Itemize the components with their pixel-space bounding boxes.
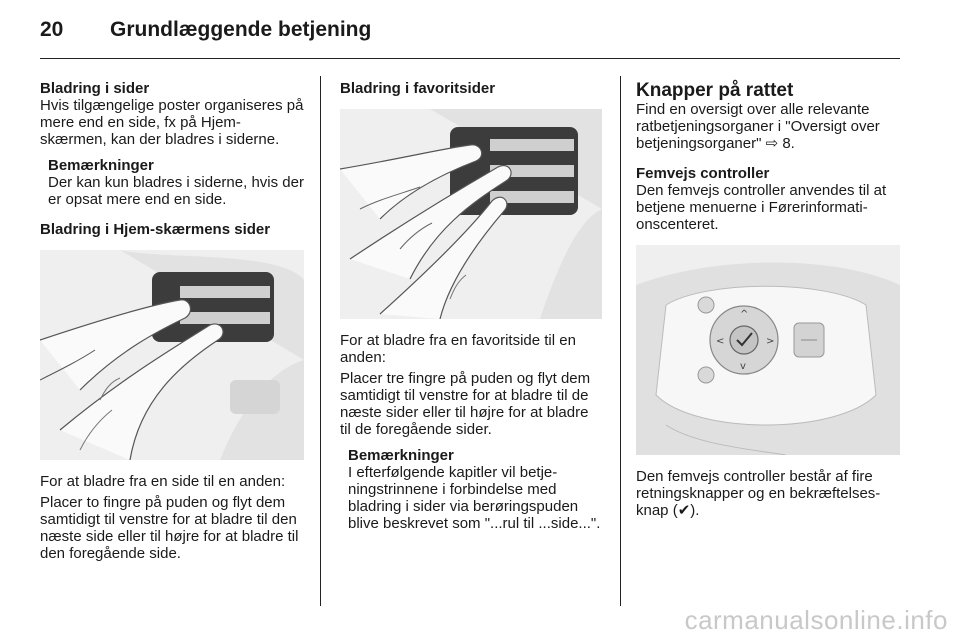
paragraph-favourite-swipe-intro: For at bladre fra en favoritside til en anden: — [340, 332, 576, 366]
page-number: 20 — [40, 18, 64, 41]
header-rule — [40, 58, 900, 59]
column-divider-2 — [620, 76, 621, 606]
column-1 — [40, 80, 306, 562]
note-title-2: Bemærkninger — [348, 447, 454, 464]
two-finger-swipe-illustration — [40, 250, 304, 460]
svg-text:^: ^ — [740, 309, 749, 320]
steering-wheel-controls-illustration — [636, 245, 900, 455]
heading-page-scrolling: Bladring i sider — [40, 80, 150, 97]
column-3 — [636, 80, 902, 519]
svg-text:<: < — [716, 336, 725, 347]
page-title: Grundlæggende betjening — [110, 18, 372, 41]
page-header — [40, 18, 371, 42]
paragraph-page-scrolling: Hvis tilgængelige poster organiseres på mere end en side, fx på Hjem-skærmen, kan der bladres i siderne. — [40, 97, 304, 148]
svg-text:v: v — [740, 361, 746, 372]
paragraph-five-way-usage: Den femvejs controller anvendes til at betjene menuerne i Førerinformati-onscenteret. — [636, 182, 887, 233]
heading-favourite-pages: Bladring i favoritsider — [340, 80, 496, 97]
heading-steering-wheel-buttons: Knapper på rattet — [636, 80, 794, 101]
paragraph-two-finger-instructions: Placer to fingre på puden og flyt dem samtidigt til venstre for at bladre til den næste side eller til højre for at bladre til den foregående side. — [40, 494, 299, 562]
note-title: Bemærkninger — [48, 157, 154, 174]
svg-text:>: > — [766, 336, 775, 347]
watermark: carmanualsonline.info — [684, 605, 948, 635]
heading-five-way-controller: Femvejs controller — [636, 165, 770, 182]
three-finger-swipe-illustration — [340, 109, 602, 319]
paragraph-five-way-buttons: Den femvejs controller består af fire retningsknapper og en bekræftelses-knap (✔). — [636, 468, 881, 519]
paragraph-three-finger-instructions: Placer tre fingre på puden og flyt dem samtidigt til venstre for at bladre til de næste sider eller til højre for at bladre til de foregående sider. — [340, 370, 591, 438]
paragraph-steering-wheel-overview: Find en oversigt over alle relevante ratbetjeningsorganer i "Oversigt over betjeningsorganer" ⇨ 8. — [636, 101, 880, 152]
heading-home-pages: Bladring i Hjem-skærmens sider — [40, 221, 271, 238]
note-text: Der kan kun bladres i siderne, hvis der er opsat mere end en side. — [48, 174, 304, 208]
note-text-2: I efterfølgende kapitler vil betje-ningstrinnene i forbindelse med bladring i sider via berøringspuden blive beskrevet som "...rul til ...side...". — [348, 464, 601, 532]
column-divider-1 — [320, 76, 321, 606]
paragraph-swipe-intro: For at bladre fra en side til en anden: — [40, 473, 286, 490]
column-2 — [340, 80, 602, 532]
